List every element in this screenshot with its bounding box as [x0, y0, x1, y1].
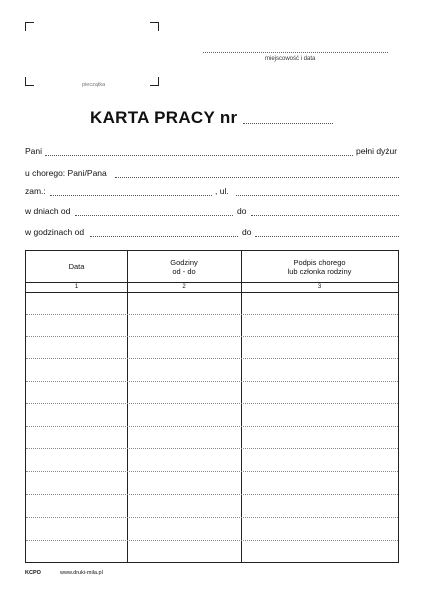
street-label: , ul.	[215, 186, 229, 196]
header-signature-line2: lub członka rodziny	[287, 266, 352, 276]
street-field[interactable]	[236, 195, 399, 196]
address-field[interactable]	[50, 195, 212, 196]
stamp-corner-top-right	[150, 22, 159, 31]
table-column-divider	[241, 251, 242, 562]
header-hours	[127, 251, 241, 282]
caregiver-name-field[interactable]	[45, 155, 353, 156]
table-row[interactable]	[26, 336, 398, 337]
page-title: KARTA PRACY nr	[90, 108, 238, 127]
header-hours-line1: Godziny	[170, 257, 198, 267]
table-row[interactable]	[26, 358, 398, 359]
days-to-field[interactable]	[251, 215, 399, 216]
footer-form-code: KCPO	[25, 570, 41, 576]
work-log-table	[25, 250, 399, 563]
column-number-1: 1	[74, 284, 79, 290]
patient-label: u chorego: Pani/Pana	[25, 168, 107, 178]
table-number-divider	[26, 292, 398, 293]
table-row[interactable]	[26, 494, 398, 495]
table-row[interactable]	[26, 381, 398, 382]
stamp-corner-bottom-right	[150, 77, 159, 86]
hours-from-label: w godzinach od	[25, 227, 85, 237]
table-row[interactable]	[26, 471, 398, 472]
table-row[interactable]	[26, 540, 398, 541]
table-column-divider	[127, 251, 128, 562]
header-hours-line2: od - do	[172, 266, 196, 276]
column-number-3: 3	[317, 284, 322, 290]
stamp-label: pieczątka	[82, 82, 106, 88]
patient-name-field[interactable]	[115, 177, 399, 178]
header-date-label: Data	[68, 262, 85, 271]
table-row[interactable]	[26, 426, 398, 427]
duty-label: pełni dyżur	[356, 146, 398, 156]
stamp-corner-top-left	[25, 22, 34, 31]
table-row[interactable]	[26, 448, 398, 449]
days-to-label: do	[237, 206, 247, 216]
pani-label: Pani	[25, 146, 43, 156]
days-from-field[interactable]	[75, 215, 233, 216]
hours-to-field[interactable]	[255, 236, 399, 237]
card-number-field[interactable]	[243, 123, 333, 124]
header-date	[26, 251, 127, 282]
table-row[interactable]	[26, 403, 398, 404]
hours-to-label: do	[242, 227, 252, 237]
header-signature-line1: Podpis chorego	[293, 257, 346, 267]
stamp-corner-bottom-left	[25, 77, 34, 86]
place-date-line[interactable]	[203, 52, 388, 53]
address-label: zam.:	[25, 186, 46, 196]
footer-url: www.druki-mila.pl	[60, 570, 103, 576]
days-from-label: w dniach od	[25, 206, 71, 216]
place-date-label: miejscowość i data	[265, 56, 316, 62]
column-number-2: 2	[182, 284, 186, 290]
header-signature	[241, 251, 398, 282]
hours-from-field[interactable]	[90, 236, 238, 237]
table-row[interactable]	[26, 314, 398, 315]
table-row[interactable]	[26, 517, 398, 518]
